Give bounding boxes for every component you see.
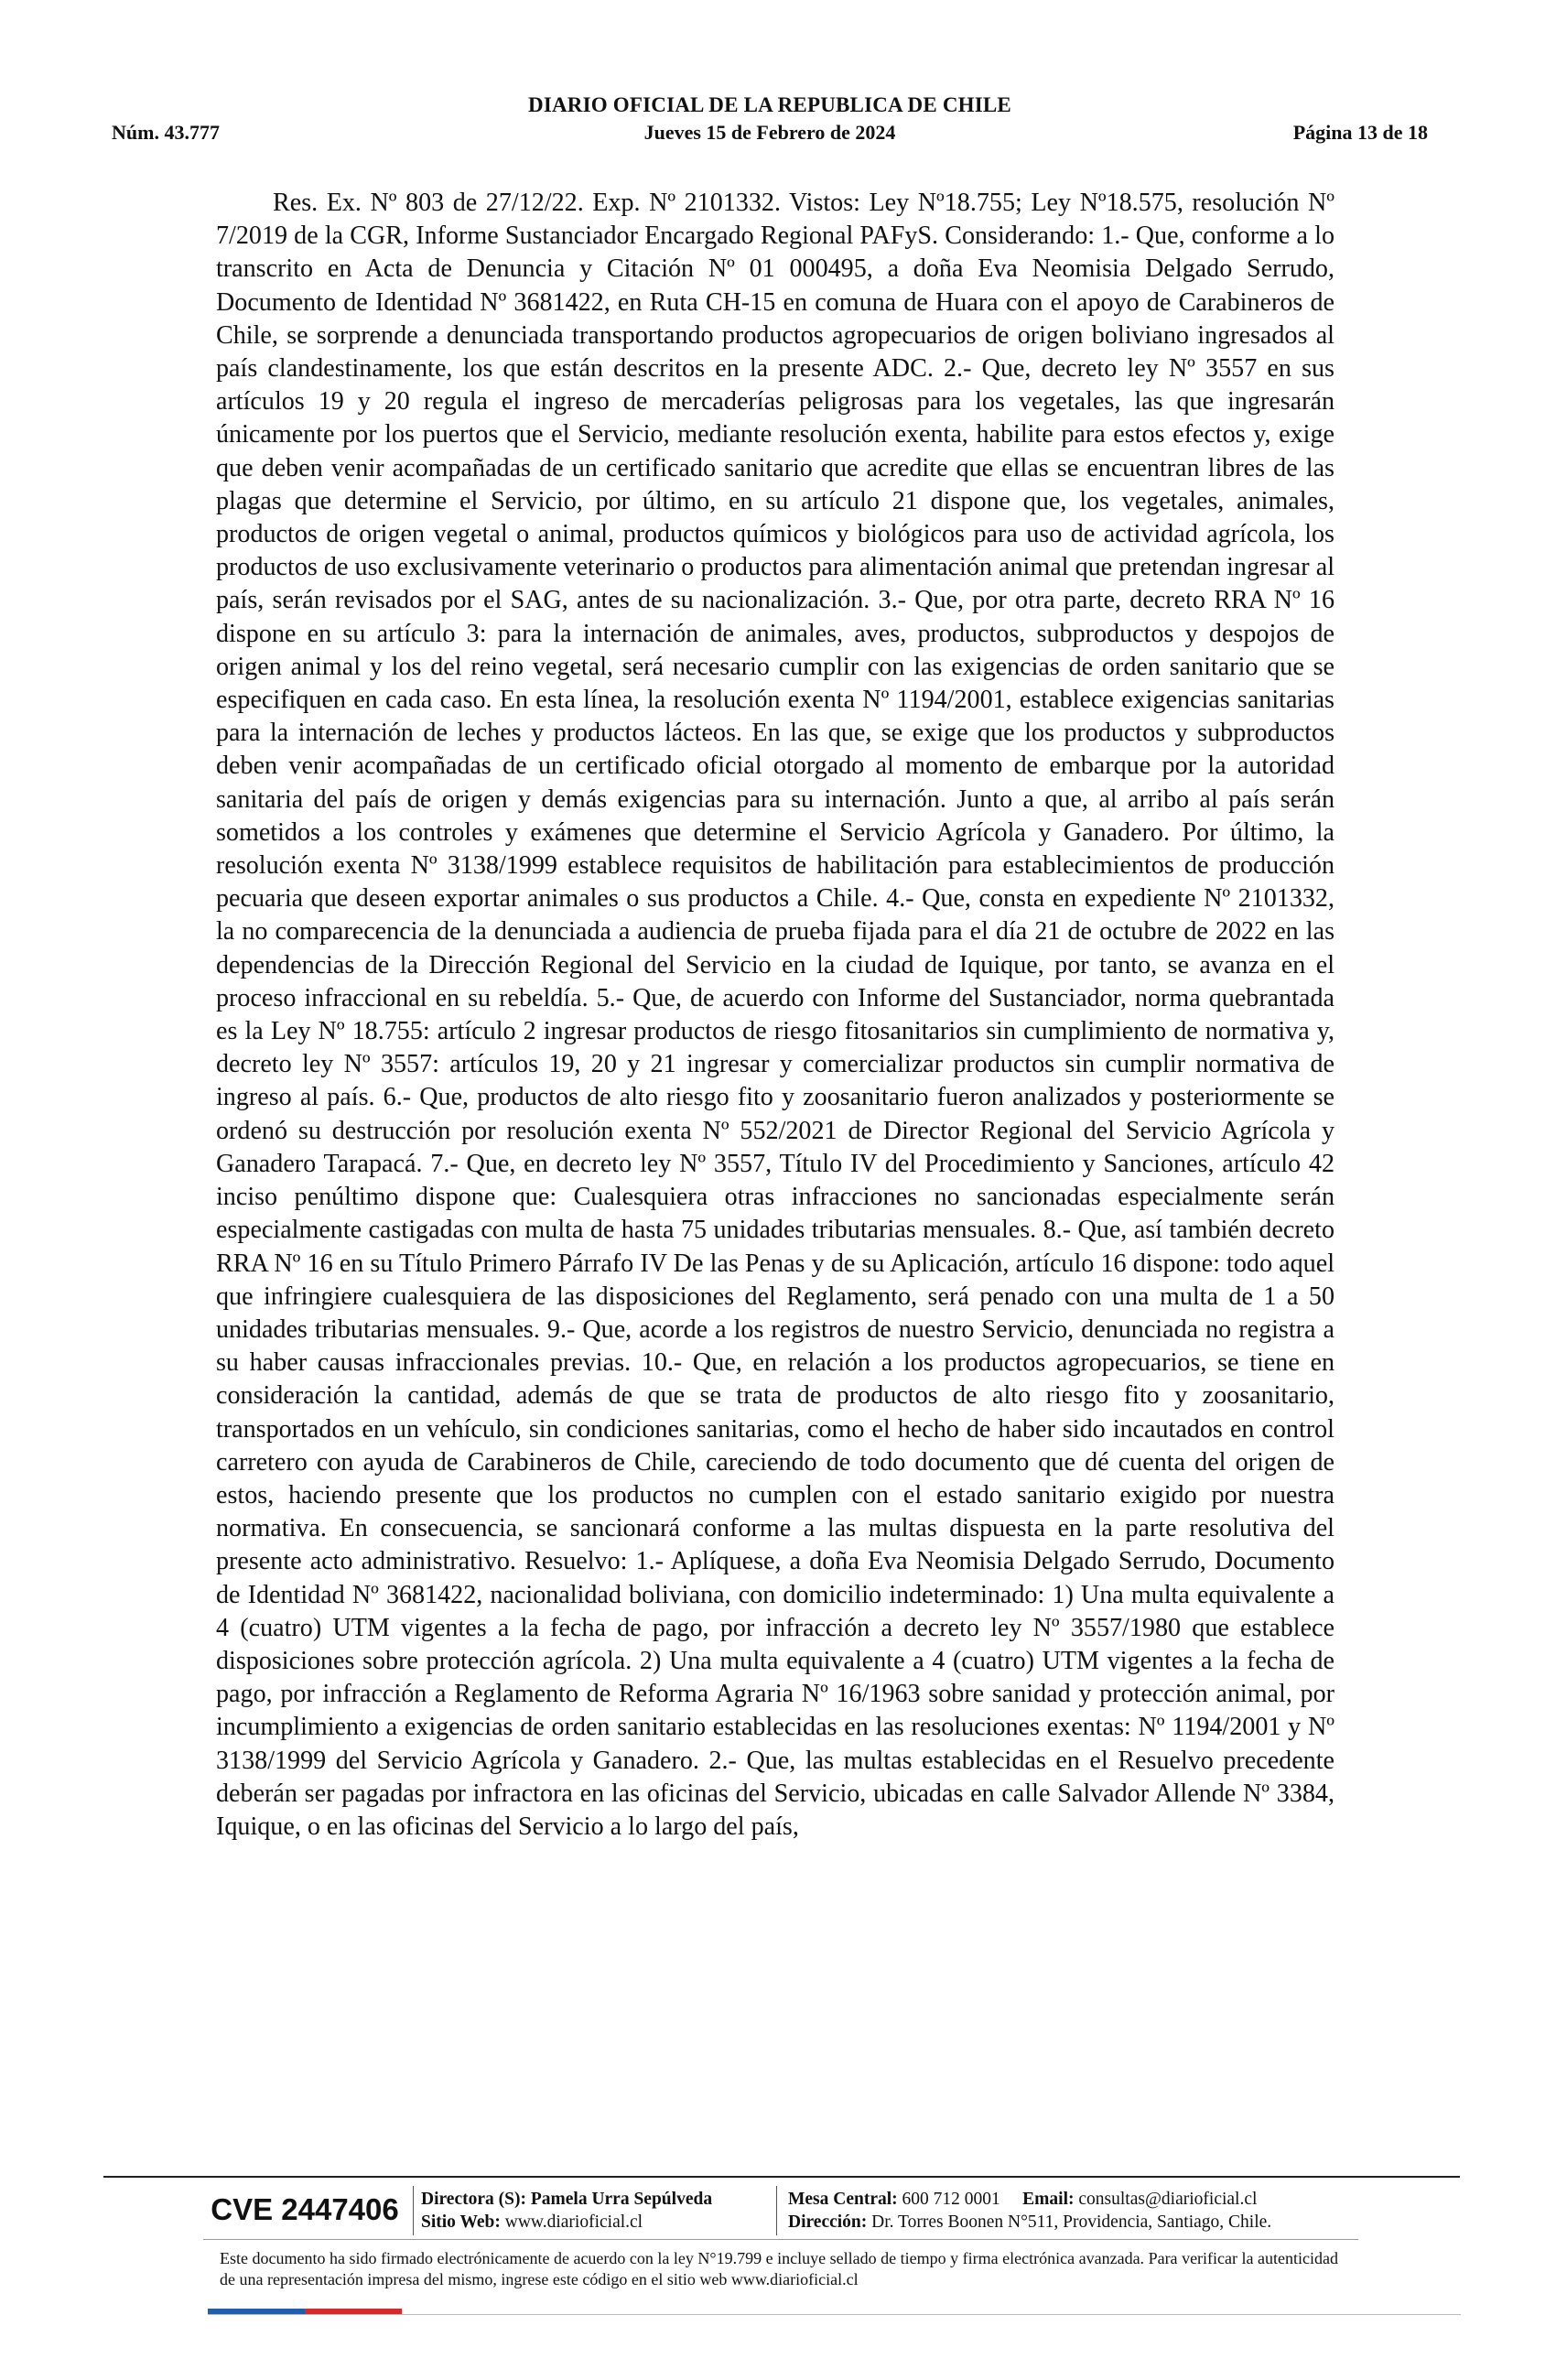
footer-divider-thin [203, 2239, 1358, 2240]
page-indicator: Página 13 de 18 [1292, 121, 1428, 144]
director-name: Pamela Urra Sepúlveda [530, 2190, 713, 2209]
mesa-phone: 600 712 0001 [902, 2190, 1000, 2209]
footer-separator [776, 2186, 777, 2235]
email-label: Email: [1022, 2190, 1075, 2209]
site-link[interactable]: www.diarioficial.cl [504, 2212, 643, 2232]
address-label: Dirección: [788, 2212, 868, 2232]
page-header [112, 93, 1428, 148]
gazette-title: DIARIO OFICIAL DE LA REPUBLICA DE CHILE [528, 93, 1011, 116]
mesa-label: Mesa Central: [788, 2190, 898, 2209]
bottom-divider [208, 2314, 1461, 2315]
site-label: Sitio Web: [421, 2212, 501, 2232]
footer-contact-block [788, 2188, 1271, 2234]
cve-code: CVE 2447406 [211, 2192, 399, 2226]
issue-date: Jueves 15 de Febrero de 2024 [643, 121, 896, 144]
email-link[interactable]: consultas@diarioficial.cl [1078, 2190, 1258, 2209]
footer-separator [413, 2186, 414, 2235]
director-label: Directora (S): [421, 2190, 526, 2209]
address-value: Dr. Torres Boonen N°511, Providencia, Santiago, Chile. [871, 2212, 1272, 2232]
issue-number: Núm. 43.777 [112, 121, 220, 144]
resolution-text: Res. Ex. Nº 803 de 27/12/22. Exp. Nº 2101332. Vistos: Ley Nº18.755; Ley Nº18.575, resolución Nº 7/2019 de la CGR, Informe Sustanciador Encargado Regional PAFyS. Considerando: 1.- Que, conforme a lo transcrito en Acta de Denuncia y Citación Nº 01 000495, a doña Eva Neomisia Delgado Serrudo, Documento de Identidad Nº 3681422, en Ruta CH-15 en comuna de Huara con el apoyo de Carabineros de Chile, se sorprende a denunciada transportando productos agropecuarios de origen boliviano ingresados al país clandestinamente, los que están descritos en la presente ADC. 2.- Que, decreto ley Nº 3557 en sus artículos 19 y 20 regula el ingreso de mercaderías peligrosas para los vegetales, las que ingresarán únicamente por los puertos que el Servicio, mediante resolución exenta, habilite para estos efectos y, exige que deben venir acompañadas de un certificado sanitario que acredite que ellas se encuentran libres de las plagas que determine el Servicio, por último, en su artículo 21 dispone que, los vegetales, animales, productos de origen vegetal o animal, productos químicos y biológicos para uso de actividad agrícola, los productos de uso exclusivamente veterinario o productos para alimentación animal que pretendan ingresar al país, serán revisados por el SAG, antes de su nacionalización. 3.- Que, por otra parte, decreto RRA Nº 16 dispone en su artículo 3: para la internación de animales, aves, productos, subproductos y despojos de origen animal y los del reino vegetal, será necesario cumplir con las exigencias de orden sanitario que se especifiquen en cada caso. En esta línea, la resolución exenta Nº 1194/2001, establece exigencias sanitarias para la internación de leches y productos lácteos. En las que, se exige que los productos y subproductos deben venir acompañadas de un certificado oficial otorgado al momento de embarque por la autoridad sanitaria del país de origen y demás exigencias para su internación. Junto a que, al arribo al país serán sometidos a los controles y exámenes que determine el Servicio Agrícola y Ganadero. Por último, la resolución exenta Nº 3138/1999 establece requisitos de habilitación para establecimientos de producción pecuaria que deseen exportar animales o sus productos a Chile. 4.- Que, consta en expediente Nº 2101332, la no comparecencia de la denunciada a audiencia de prueba fijada para el día 21 de octubre de 2022 en las dependencias de la Dirección Regional del Servicio en la ciudad de Iquique, por tanto, se avanza en el proceso infraccional en su rebeldía. 5.- Que, de acuerdo con Informe del Sustanciador, norma quebrantada es la Ley Nº 18.755: artículo 2 ingresar productos de riesgo fitosanitarios sin cumplimiento de normativa y, decreto ley Nº 3557: artículos 19, 20 y 21 ingresar y comercializar productos sin cumplir normativa de ingreso al país. 6.- Que, productos de alto riesgo fito y zoosanitario fueron analizados y posteriormente se ordenó su destrucción por resolución exenta Nº 552/2021 de Director Regional del Servicio Agrícola y Ganadero Tarapacá. 7.- Que, en decreto ley Nº 3557, Título IV del Procedimiento y Sanciones, artículo 42 inciso penúltimo dispone que: Cualesquiera otras infracciones no sancionadas especialmente serán especialmente castigadas con multa de hasta 75 unidades tributarias mensuales. 8.- Que, así también decreto RRA Nº 16 en su Título Primero Párrafo IV De las Penas y de su Aplicación, artículo 16 dispone: todo aquel que infringiere cualesquiera de las disposiciones del Reglamento, será penado con una multa de 1 a 50 unidades tributarias mensuales. 9.- Que, acorde a los registros de nuestro Servicio, denunciada no registra a su haber causas infraccionales previas. 10.- Que, en relación a los productos agropecuarios, se tiene en consideración la cantidad, además de que se trata de productos de alto riesgo fito y zoosanitario, transportados en un vehículo, sin condiciones sanitarias, como el hecho de haber sido incautados en control carretero con ayuda de Carabineros de Chile, careciendo de todo documento que dé cuenta del origen de estos, haciendo presente que los productos no cumplen con el estado sanitario exigido por nuestra normativa. En consecuencia, se sancionará conforme a las multas dispuesta en la parte resolutiva del presente acto administrativo. Resuelvo: 1.- Aplíquese, a doña Eva Neomisia Delgado Serrudo, Documento de Identidad Nº 3681422, nacionalidad boliviana, con domicilio indeterminado: 1) Una multa equivalente a 4 (cuatro) UTM vigentes a la fecha de pago, por infracción a decreto ley Nº 3557/1980 que establece disposiciones sobre protección agrícola. 2) Una multa equivalente a 4 (cuatro) UTM vigentes a la fecha de pago, por infracción a Reglamento de Reforma Agraria Nº 16/1963 sobre sanidad y protección animal, por incumplimiento a exigencias de orden sanitario establecidas en las resoluciones exentas: Nº 1194/2001 y Nº 3138/1999 del Servicio Agrícola y Ganadero. 2.- Que, las multas establecidas en el Resuelvo precedente deberán ser pagadas por infractora en las oficinas del Servicio, ubicadas en calle Salvador Allende Nº 3384, Iquique, o en las oficinas del Servicio a lo largo del país, [216, 189, 1334, 1841]
signature-note: Este documento ha sido firmado electrónicamente de acuerdo con la ley N°19.799 e incluye sellado de tiempo y firma electrónica avanzada. Para verificar la autenticidad de una representación impresa del mismo, ingrese este código en el sitio web www.diarioficial.cl [220, 2249, 1338, 2288]
footer-divider [103, 2176, 1460, 2178]
footer-director-block [421, 2188, 712, 2234]
